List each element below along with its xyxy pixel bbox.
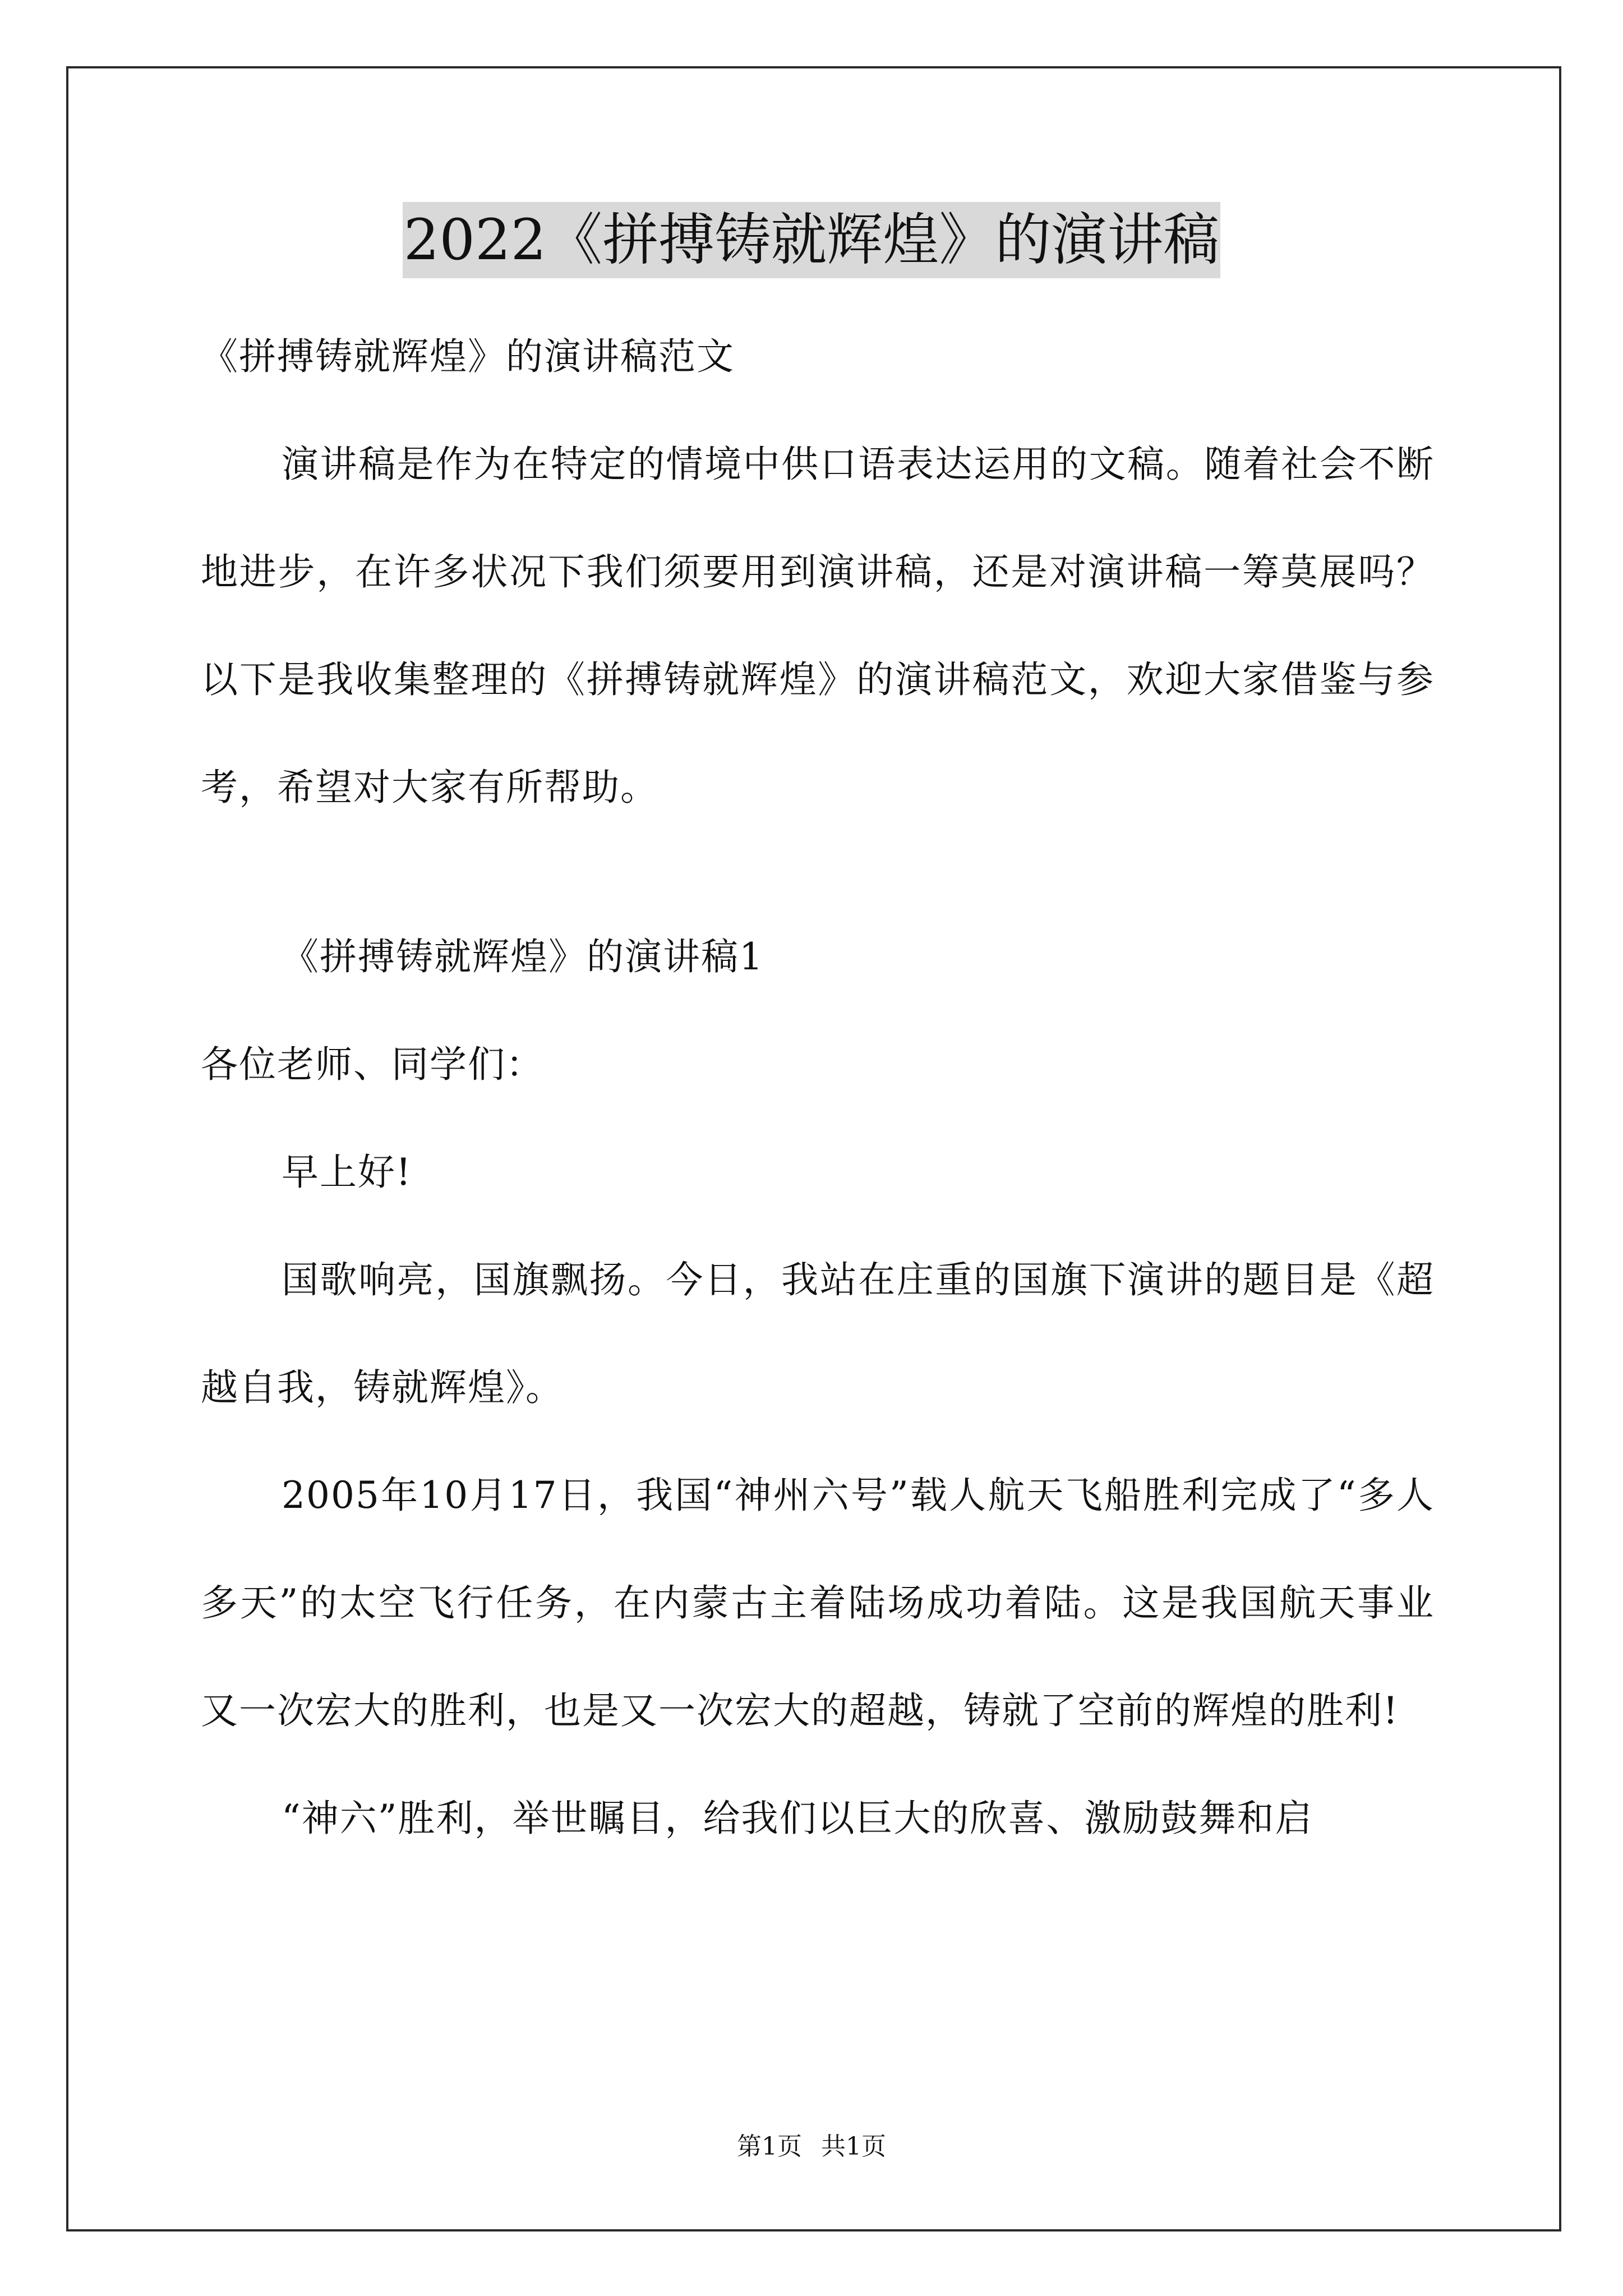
section-gap [201, 841, 1435, 903]
document-title: 2022《拼搏铸就辉煌》的演讲稿 [403, 202, 1221, 278]
greeting: 各位老师、同学们： [201, 1043, 544, 1086]
title-container [0, 202, 1623, 278]
paragraph-3: “神六”胜利，举世瞩目，给我们以巨大的欣喜、激励鼓舞和启 [282, 1797, 1313, 1840]
morning-greeting: 早上好! [282, 1151, 412, 1194]
page-number-total: 共1页 [821, 2132, 886, 2161]
paragraph-1: 国歌响亮，国旗飘扬。今日，我站在庄重的国旗下演讲的题目是《超越自我，铸就辉煌》。 [201, 1258, 1435, 1409]
page-footer [0, 2126, 1623, 2162]
subtitle: 《拼搏铸就辉煌》的演讲稿范文 [201, 335, 735, 378]
page-number-current: 第1页 [737, 2132, 802, 2161]
paragraph-2: 2005年10月17日，我国“神州六号”载人航天飞船胜利完成了“多人多天”的太空飞行任务，在内蒙古主着陆场成功着陆。这是我国航天事业又一次宏大的胜利，也是又一次宏大的超越，铸就了空前的辉煌的胜利! [201, 1474, 1435, 1732]
section-heading: 《拼搏铸就辉煌》的演讲稿1 [282, 935, 764, 978]
document-body [201, 303, 1435, 1872]
intro-paragraph: 演讲稿是作为在特定的情境中供口语表达运用的文稿。随着社会不断地进步，在许多状况下我们须要用到演讲稿，还是对演讲稿一筹莫展吗？以下是我收集整理的《拼搏铸就辉煌》的演讲稿范文，欢迎大家借鉴与参考，希望对大家有所帮助。 [201, 443, 1435, 809]
